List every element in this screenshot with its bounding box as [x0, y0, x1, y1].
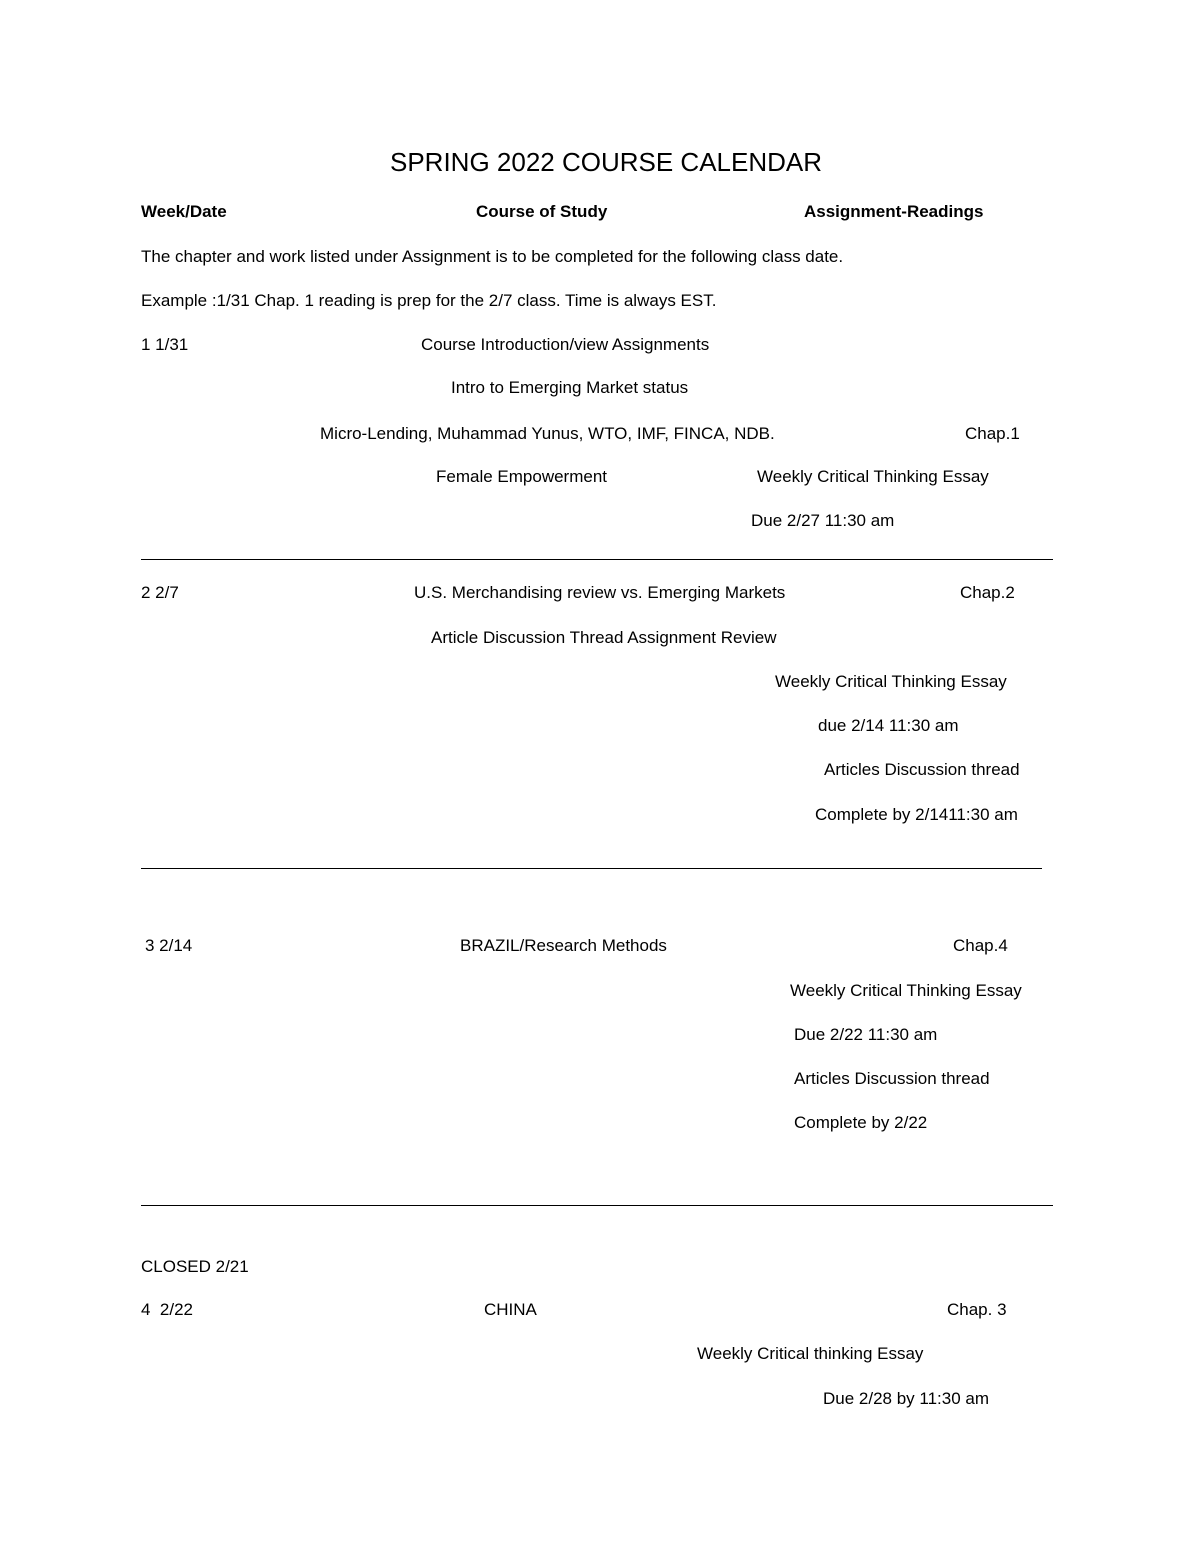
assignment-item: Weekly Critical thinking Essay [697, 1344, 924, 1363]
course-topic: Article Discussion Thread Assignment Review [431, 628, 777, 647]
assignment-item: Due 2/22 11:30 am [794, 1025, 938, 1044]
chapter-reading: Chap. 3 [947, 1300, 1007, 1319]
course-topic: Intro to Emerging Market status [451, 378, 689, 397]
week-date: 2 2/7 [141, 583, 179, 602]
example-note: Example :1/31 Chap. 1 reading is prep for the 2/7 class. Time is always EST. [141, 291, 717, 310]
course-topic: Micro-Lending, Muhammad Yunus, WTO, IMF, FINCA, NDB. [320, 424, 775, 443]
assignment-item: due 2/14 11:30 am [818, 716, 959, 735]
week-date: 3 2/14 [145, 936, 193, 955]
closed-notice: CLOSED 2/21 [141, 1257, 249, 1276]
header-assignment-readings: Assignment-Readings [804, 202, 984, 221]
assignment-item: Due 2/28 by 11:30 am [823, 1389, 990, 1408]
assignment-item: Complete by 2/22 [794, 1113, 928, 1132]
assignment-item: Articles Discussion thread [824, 760, 1020, 779]
assignment-item: Weekly Critical Thinking Essay [757, 467, 989, 486]
assignment-item: Weekly Critical Thinking Essay [775, 672, 1007, 691]
course-topic: U.S. Merchandising review vs. Emerging Markets [414, 583, 786, 602]
assignment-item: Due 2/27 11:30 am [751, 511, 895, 530]
chapter-reading: Chap.1 [965, 424, 1020, 443]
week-date: 4 2/22 [141, 1300, 193, 1319]
header-course-of-study: Course of Study [476, 202, 608, 221]
course-topic: CHINA [484, 1300, 537, 1319]
header-week-date: Week/Date [141, 202, 227, 221]
week-date: 1 1/31 [141, 335, 189, 354]
course-topic: Course Introduction/view Assignments [421, 335, 710, 354]
section-divider [141, 559, 1053, 560]
assignment-item: Articles Discussion thread [794, 1069, 990, 1088]
course-topic: BRAZIL/Research Methods [460, 936, 667, 955]
section-divider [141, 1205, 1053, 1206]
section-divider [141, 868, 1042, 869]
chapter-reading: Chap.2 [960, 583, 1015, 602]
assignment-item: Weekly Critical Thinking Essay [790, 981, 1022, 1000]
course-topic: Female Empowerment [436, 467, 608, 486]
assignment-item: Complete by 2/1411:30 am [815, 805, 1018, 824]
instruction-note: The chapter and work listed under Assignment is to be completed for the following class date. [141, 247, 844, 266]
page-title: SPRING 2022 COURSE CALENDAR [390, 147, 823, 177]
chapter-reading: Chap.4 [953, 936, 1008, 955]
